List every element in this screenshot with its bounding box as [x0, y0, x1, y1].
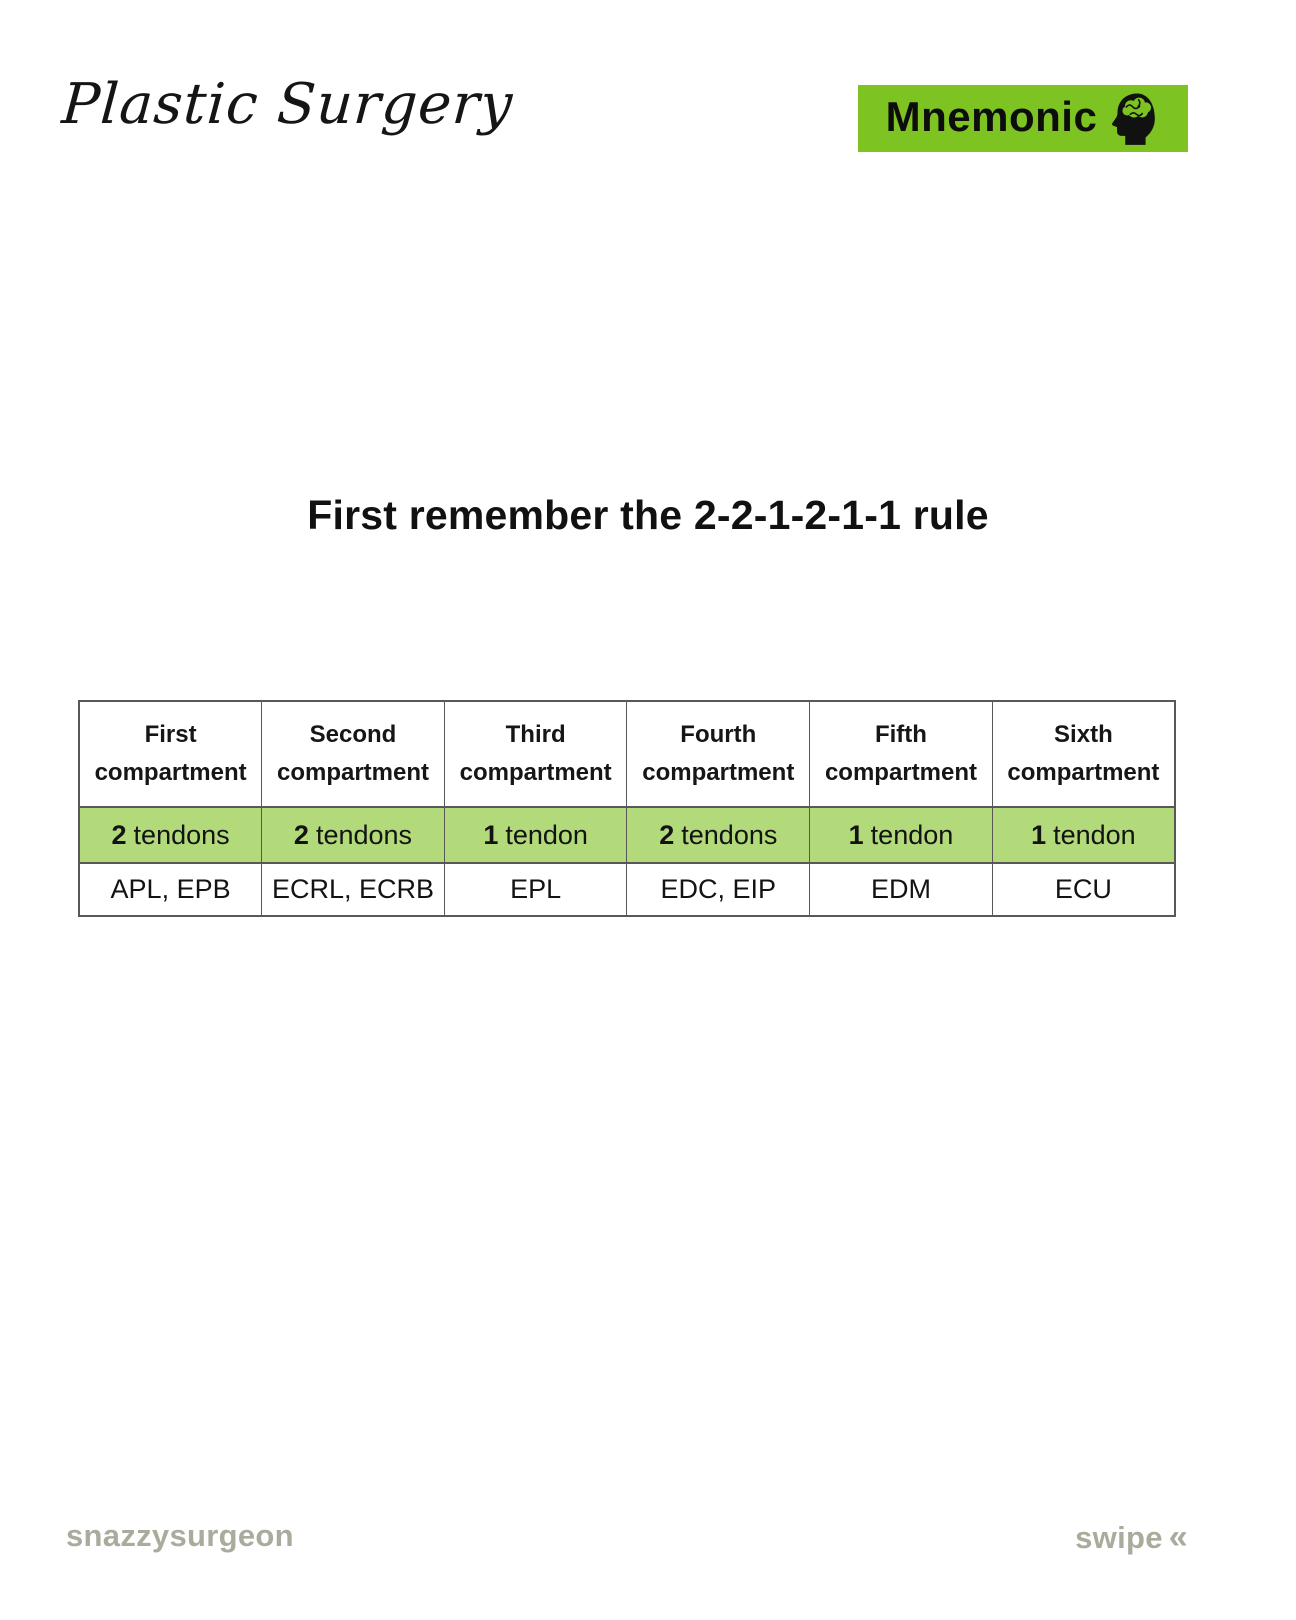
table-header-cell: Fifth compartment	[810, 701, 993, 807]
tendon-count-row	[79, 807, 1175, 863]
tendon-count-cell: 2 tendons	[79, 807, 262, 863]
username: snazzysurgeon	[66, 1518, 294, 1553]
swipe-indicator	[1075, 1518, 1188, 1557]
tendon-names-cell: EDM	[810, 863, 993, 916]
table-header-cell: Second compartment	[262, 701, 445, 807]
table-header-cell: First compartment	[79, 701, 262, 807]
double-chevron-left-icon: «	[1168, 1518, 1188, 1556]
swipe-label: swipe	[1075, 1520, 1163, 1555]
tendon-count-cell: 1 tendon	[992, 807, 1175, 863]
mnemonic-badge-label: Mnemonic	[885, 93, 1098, 140]
tendon-count-cell: 1 tendon	[444, 807, 627, 863]
compartments-table	[78, 700, 1176, 917]
brand-logo: Plastic Surgery	[59, 72, 516, 137]
tendon-count-cell: 2 tendons	[627, 807, 810, 863]
mnemonic-badge	[858, 85, 1188, 152]
tendon-count-cell: 1 tendon	[810, 807, 993, 863]
tendon-names-cell: EPL	[444, 863, 627, 916]
tendon-names-cell: APL, EPB	[79, 863, 262, 916]
table-header-row	[79, 701, 1175, 807]
slide-title: First remember the 2-2-1-2-1-1 rule	[307, 492, 989, 538]
tendon-count-cell: 2 tendons	[262, 807, 445, 863]
table-header-cell: Sixth compartment	[992, 701, 1175, 807]
head-brain-icon	[1110, 92, 1160, 146]
tendon-names-cell: EDC, EIP	[627, 863, 810, 916]
tendon-names-cell: ECRL, ECRB	[262, 863, 445, 916]
table-header-cell: Third compartment	[444, 701, 627, 807]
table-header-cell: Fourth compartment	[627, 701, 810, 807]
tendon-names-cell: ECU	[992, 863, 1175, 916]
tendon-names-row	[79, 863, 1175, 916]
